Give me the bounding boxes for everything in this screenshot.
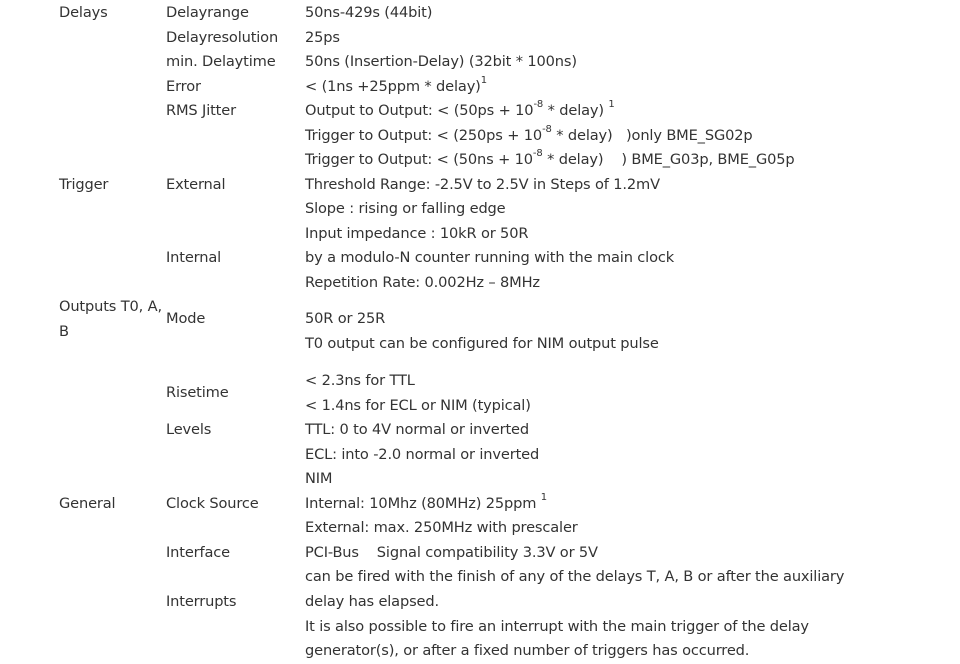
jitter-text: * delay) — [543, 102, 609, 119]
exponent: -8 — [542, 124, 552, 136]
value-delayresolution: 25ps — [305, 29, 340, 46]
label-mode: Mode — [166, 310, 206, 327]
value-repetition-rate: Repetition Rate: 0.002Hz – 8MHz — [305, 274, 540, 291]
jitter-text: * delay) )only BME_SG02p — [551, 127, 753, 144]
value-clock-external: External: max. 250MHz with prescaler — [305, 519, 578, 536]
label-rms-jitter: RMS Jitter — [166, 102, 236, 119]
value-slope: Slope : rising or falling edge — [305, 200, 506, 217]
label-min-delaytime: min. Delaytime — [166, 53, 276, 70]
label-error: Error — [166, 78, 201, 95]
label-delayresolution: Delayresolution — [166, 29, 279, 46]
value-levels-nim: NIM — [305, 470, 333, 487]
label-internal: Internal — [166, 249, 222, 266]
value-mode-nim: T0 output can be configured for NIM output pulse — [305, 335, 659, 352]
category-delays: Delays — [59, 4, 108, 21]
category-outputs-cont: B — [59, 323, 69, 340]
exponent: -8 — [532, 148, 543, 160]
value-interface: PCI-Bus Signal compatibility 3.3V or 5V — [305, 544, 598, 561]
category-outputs: Outputs T0, A, — [59, 298, 162, 315]
value-rms-jitter-output — [305, 101, 615, 121]
value-input-impedance: Input impedance : 10kR or 50R — [305, 225, 529, 242]
footnote-marker: 1 — [480, 75, 487, 87]
value-rms-jitter-trigger-g03p — [305, 150, 794, 170]
label-delayrange: Delayrange — [166, 4, 249, 21]
jitter-text: Trigger to Output: < (250ps + 10 — [305, 127, 543, 144]
jitter-text: Output to Output: < (50ps + 10 — [305, 102, 534, 119]
value-modulo-counter: by a modulo-N counter running with the main clock — [305, 249, 675, 266]
label-clock-source: Clock Source — [166, 495, 259, 512]
label-interrupts: Interrupts — [166, 593, 237, 610]
jitter-text: Trigger to Output: < (50ns + 10 — [305, 151, 533, 168]
value-threshold-range: Threshold Range: -2.5V to 2.5V in Steps of 1.2mV — [305, 176, 660, 193]
value-min-delaytime: 50ns (Insertion-Delay) (32bit * 100ns) — [305, 53, 577, 70]
footnote-marker: 1 — [608, 99, 615, 111]
value-error — [305, 77, 487, 97]
value-interrupts-line3: It is also possible to fire an interrupt with the main trigger of the delay — [305, 618, 809, 635]
value-levels-ttl: TTL: 0 to 4V normal or inverted — [305, 421, 529, 438]
value-interrupts-line1: can be fired with the finish of any of the delays T, A, B or after the auxiliary — [305, 568, 845, 585]
label-levels: Levels — [166, 421, 212, 438]
value-mode-impedance: 50R or 25R — [305, 310, 386, 327]
value-risetime-ttl: < 2.3ns for TTL — [305, 372, 415, 389]
value-error-text: < (1ns +25ppm * delay) — [305, 78, 481, 95]
category-general: General — [59, 495, 116, 512]
value-interrupts-line2: delay has elapsed. — [305, 593, 439, 610]
value-risetime-ecl: < 1.4ns for ECL or NIM (typical) — [305, 397, 531, 414]
label-interface: Interface — [166, 544, 230, 561]
value-interrupts-line4: generator(s), or after a fixed number of triggers has occurred. — [305, 642, 750, 659]
label-risetime: Risetime — [166, 384, 229, 401]
value-rms-jitter-trigger-sg02p — [305, 126, 753, 146]
value-delayrange: 50ns-429s (44bit) — [305, 4, 433, 21]
value-levels-ecl: ECL: into -2.0 normal or inverted — [305, 446, 540, 463]
value-clock-internal — [305, 494, 547, 514]
footnote-marker: 1 — [540, 492, 548, 504]
exponent: -8 — [533, 99, 544, 111]
category-trigger: Trigger — [59, 176, 109, 193]
clock-text: Internal: 10Mhz (80MHz) 25ppm — [305, 495, 541, 512]
jitter-text: * delay) ) BME_G03p, BME_G05p — [542, 151, 795, 168]
label-external: External — [166, 176, 226, 193]
